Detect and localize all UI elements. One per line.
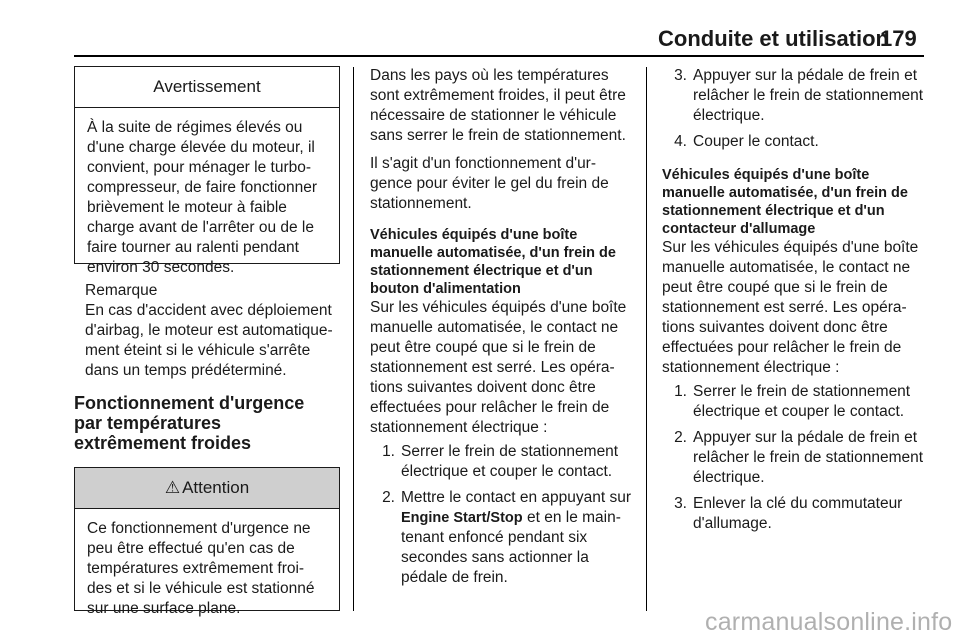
list-item [662,132,928,152]
step-text: Couper le contact. [693,133,819,150]
note-paragraph: Il s'agit d'un fonctionnement d'ur-gence pour éviter le gel du frein de stationnement. [370,155,609,212]
step-number: 3. [674,67,687,84]
watermark: carmanualsonline.info [705,608,953,636]
steps-list [662,382,928,534]
warning-box [74,66,340,276]
list-item [662,66,928,126]
page-number: 179 [880,26,917,51]
step-text: Appuyer sur la pédale de frein et relâcher le frein de stationnement électrique. [693,429,924,486]
intro-paragraph: Dans les pays où les températures sont extrêmement froides, il peut être nécessaire de stationner le véhicule sans serrer le frein de stationnement. [370,67,626,144]
step-text-post: et en le main-tenant enfoncé pendant six secondes sans actionner la pédale de frein. [401,509,621,586]
column-divider-2 [646,67,647,611]
steps-list [370,442,636,588]
attention-box-title [75,468,339,509]
step-number: 1. [674,383,687,400]
page-header-title: Conduite et utilisation [658,26,889,51]
step-number: 1. [382,443,395,460]
list-item [662,428,928,488]
header-rule [74,55,924,57]
column-divider-1 [353,67,354,611]
warning-box-title: Avertissement [75,67,339,108]
list-item [662,382,928,422]
attention-box [74,467,340,617]
step-number: 4. [674,133,687,150]
step-text: Enlever la clé du commutateur d'allumage. [693,495,903,532]
step-text: Appuyer sur la pédale de frein et relâcher le frein de stationnement électrique. [693,67,924,124]
attention-box-title-label: Attention [182,478,250,497]
list-item [370,442,636,482]
subsection-heading: Véhicules équipés d'une boîte manuelle automatisée, d'un frein de stationnement électrique et d'un bouton d'alimentation [370,227,616,297]
column-right [662,66,928,534]
remark [74,281,340,381]
remark-text: En cas d'accident avec déploiement d'airbag, le moteur est automatique-ment éteint si le véhicule s'arrête dans un temps prédéterminé. [85,302,333,379]
subsection-heading: Véhicules équipés d'une boîte manuelle automatisée, d'un frein de stationnement électrique et d'un contacteur d'allumage [662,167,908,237]
step-text: Serrer le frein de stationnement électrique et couper le contact. [401,443,619,480]
step-text [401,488,636,588]
warning-triangle-icon: ⚠ [164,478,181,497]
step-number: 3. [674,495,687,512]
step-number: 2. [382,489,395,506]
column-middle [370,66,636,588]
remark-title: Remarque [85,282,158,299]
column-left [74,66,340,617]
steps-list-continued [662,66,928,152]
engine-start-stop-key: Engine Start/Stop [401,510,523,526]
body-paragraph: Sur les véhicules équipés d'une boîte manuelle automatisée, le contact ne peut être coupé que si le frein de stationnement est serré. Les opéra-tions suivantes doivent donc être effectuées pour relâcher le frein de stationnement électrique : [370,299,627,436]
body-paragraph: Sur les véhicules équipés d'une boîte manuelle automatisée, le contact ne peut être coupé que si le frein de stationnement est serré. Les opéra-tions suivantes doivent donc être effectuées pour relâcher le frein de stationnement électrique : [662,239,919,376]
section-heading: Fonctionnement d'urgence par températures extrêmement froides [74,393,305,453]
warning-box-text: À la suite de régimes élevés ou d'une charge élevée du moteur, il convient, pour ménager le turbo-compresseur, de faire fonctionner brièvement le moteur à faible charge avant de l'arrêter ou de le faire tourner au ralenti pendant environ 30 secondes. [87,119,318,276]
step-text-pre: Mettre le contact en appuyant sur [401,489,632,506]
attention-box-text: Ce fonctionnement d'urgence ne peu être effectué qu'en cas de températures extrêmement froi-des et si le véhicule est stationné sur une surface plane. [87,520,315,617]
step-text: Serrer le frein de stationnement électrique et couper le contact. [693,383,911,420]
list-item [662,494,928,534]
step-number: 2. [674,429,687,446]
list-item [370,488,636,588]
